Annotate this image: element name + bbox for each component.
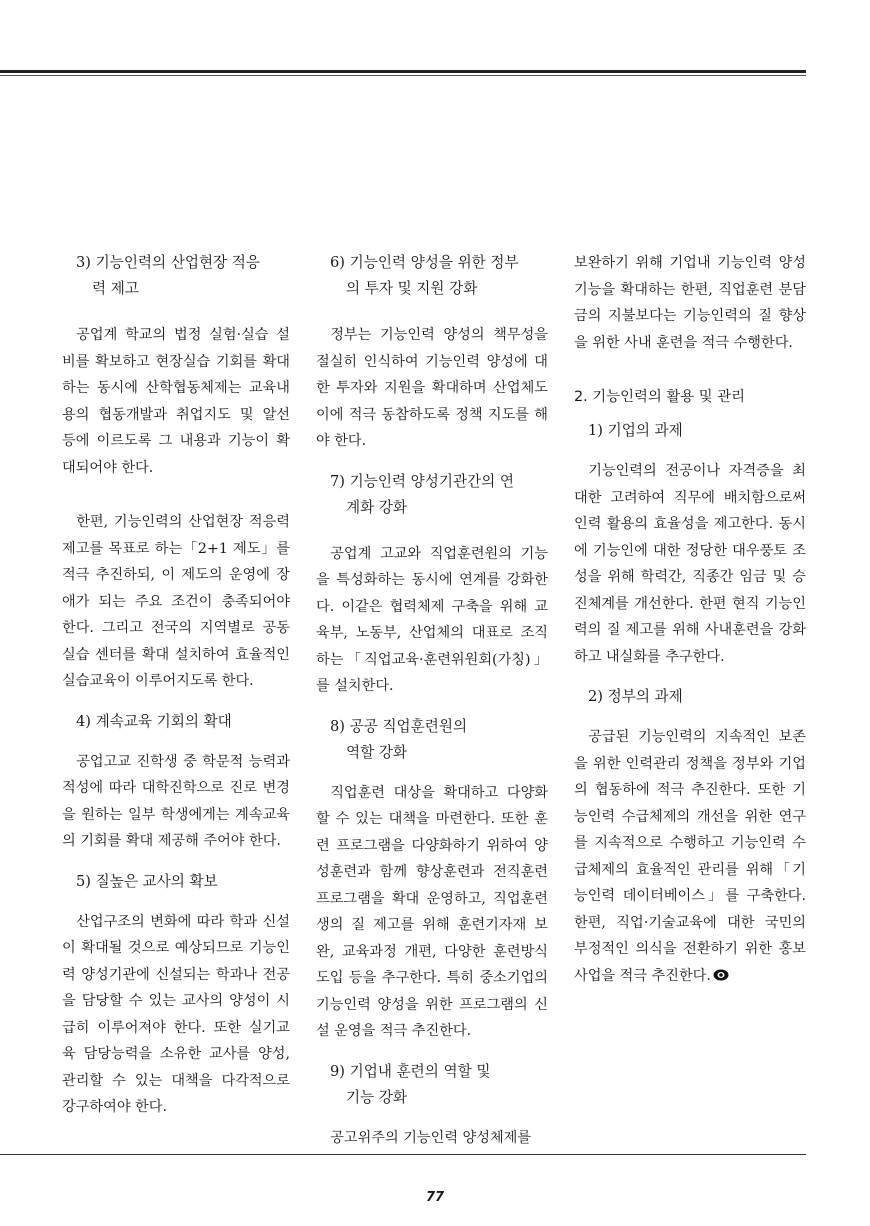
end-mark-icon	[713, 969, 729, 981]
paragraph: 산업구조의 변화에 따라 학과 신설이 확대될 것으로 예상되므로 기능인력 양성기관에 신설되는 학과나 전공을 담당할 수 있는 교사의 양성이 시급히 이루어져야 한다. 또한 실기교육 담당능력을 소유한 교사를 양성, 관리할 수 있는 대책을 다각적으로 강구하여야 한다.	[62, 913, 290, 1115]
paragraph: 기능인력의 전공이나 자격증을 최대한 고려하여 직무에 배치함으로써 인력 활용의 효율성을 제고한다. 동시에 기능인에 대한 정당한 대우풍토 조성을 위해 학력간, 직종간 임금 및 승진체계를 개선한다. 한편 현직 기능인력의 질 제고를 위해 사내훈련을 강화하고 내실화를 추구한다.	[574, 463, 806, 665]
heading-5: 5) 질높은 교사의 확보	[76, 872, 218, 890]
paragraph: 한편, 기능인력의 산업현장 적응력 제고를 목표로 하는「2+1 제도」를 적극 추진하되, 이 제도의 운영에 장애가 되는 주요 조건이 충족되어야 한다. 그리고 전국의 지역별로 공동실습 센터를 확대 설치하여 효율적인 실습교육이 이루어지도록 한다.	[62, 514, 290, 689]
heading-1: 1) 기업의 과제	[588, 422, 683, 439]
heading-6: 6) 기능인력 양성을 위한 정부 의 투자 및 지원 강화	[330, 254, 519, 297]
paragraph: 정부는 기능인력 양성의 책무성을 절실히 인식하여 기능인력 양성에 대한 투자와 지원을 확대하며 산업체도 이에 적극 동참하도록 정책 지도를 해야 한다.	[316, 327, 548, 449]
column-2	[316, 250, 548, 1151]
section-heading: 2. 기능인력의 활용 및 관리	[574, 389, 746, 405]
header-rule-thin	[0, 75, 806, 76]
paragraph: 공고위주의 기능인력 양성체제를	[330, 1129, 532, 1146]
column-1	[62, 250, 290, 1121]
heading-4: 4) 계속교육 기회의 확대	[76, 712, 232, 730]
paragraph: 공업고교 진학생 중 학문적 능력과 적성에 따라 대학진학으로 진로 변경을 원하는 일부 학생에게는 계속교육의 기회를 확대 제공해 주어야 한다.	[62, 753, 290, 849]
heading-8: 8) 공공 직업훈련원의 역할 강화	[330, 717, 468, 761]
page-number: 77	[425, 1190, 445, 1205]
paragraph: 공업계 고교와 직업훈련원의 기능을 특성화하는 동시에 연계를 강화한다. 이같은 협력체제 구축을 위해 교육부, 노동부, 산업체의 대표로 조직하는「직업교육·훈련위원회(가칭)」를 설치한다.	[316, 545, 548, 694]
heading-2: 2) 정부의 과제	[588, 688, 683, 705]
paragraph: 공업계 학교의 법정 실험·실습 설비를 확보하고 현장실습 기회를 확대하는 동시에 산학협동체제는 교육내용의 협동개발과 취업지도 및 알선 등에 이르도록 그 내용과 기능이 확대되어야 한다.	[62, 327, 290, 476]
paragraph: 보완하기 위해 기업내 기능인력 양성기능을 확대하는 한편, 직업훈련 분담금의 지불보다는 기능인력의 질 향상을 위한 사내 훈련을 적극 수행한다.	[574, 255, 806, 351]
heading-3: 3) 기능인력의 산업현장 적응 력 제고	[76, 254, 260, 297]
footer-rule	[0, 1154, 806, 1155]
column-3	[574, 250, 806, 989]
paragraph: 직업훈련 대상을 확대하고 다양화할 수 있는 대책을 마련한다. 또한 훈련 프로그램을 다양화하기 위하여 양성훈련과 함께 향상훈련과 전직훈련 프로그램을 확대 운영하고, 직업훈련생의 질 제고를 위해 훈련기자재 보완, 교육과정 개편, 다양한 훈련방식 도입 등을 추구한다. 특히 중소기업의 기능인력 양성을 위한 프로그램의 신설 운영을 적극 추진한다.	[316, 784, 548, 1039]
paragraph-last: 공급된 기능인력의 지속적인 보존을 위한 인력관리 정책을 정부와 기업의 협동하에 적극 추진한다. 또한 기능인력 수급체제의 개선을 위한 연구를 지속적으로 수행하고 기능인력 수급체제의 효율적인 관리를 위해「기능인력 데이터베이스」를 구축한다. 한편, 직업·기술교육에 대한 국민의 부정적인 의식을 전환하기 위한 홍보사업을 적극 추진한다.	[574, 729, 806, 984]
heading-9: 9) 기업내 훈련의 역할 및 기능 강화	[330, 1062, 491, 1106]
header-rule-thick	[0, 70, 806, 73]
heading-7: 7) 기능인력 양성기관간의 연 계화 강화	[330, 472, 514, 516]
